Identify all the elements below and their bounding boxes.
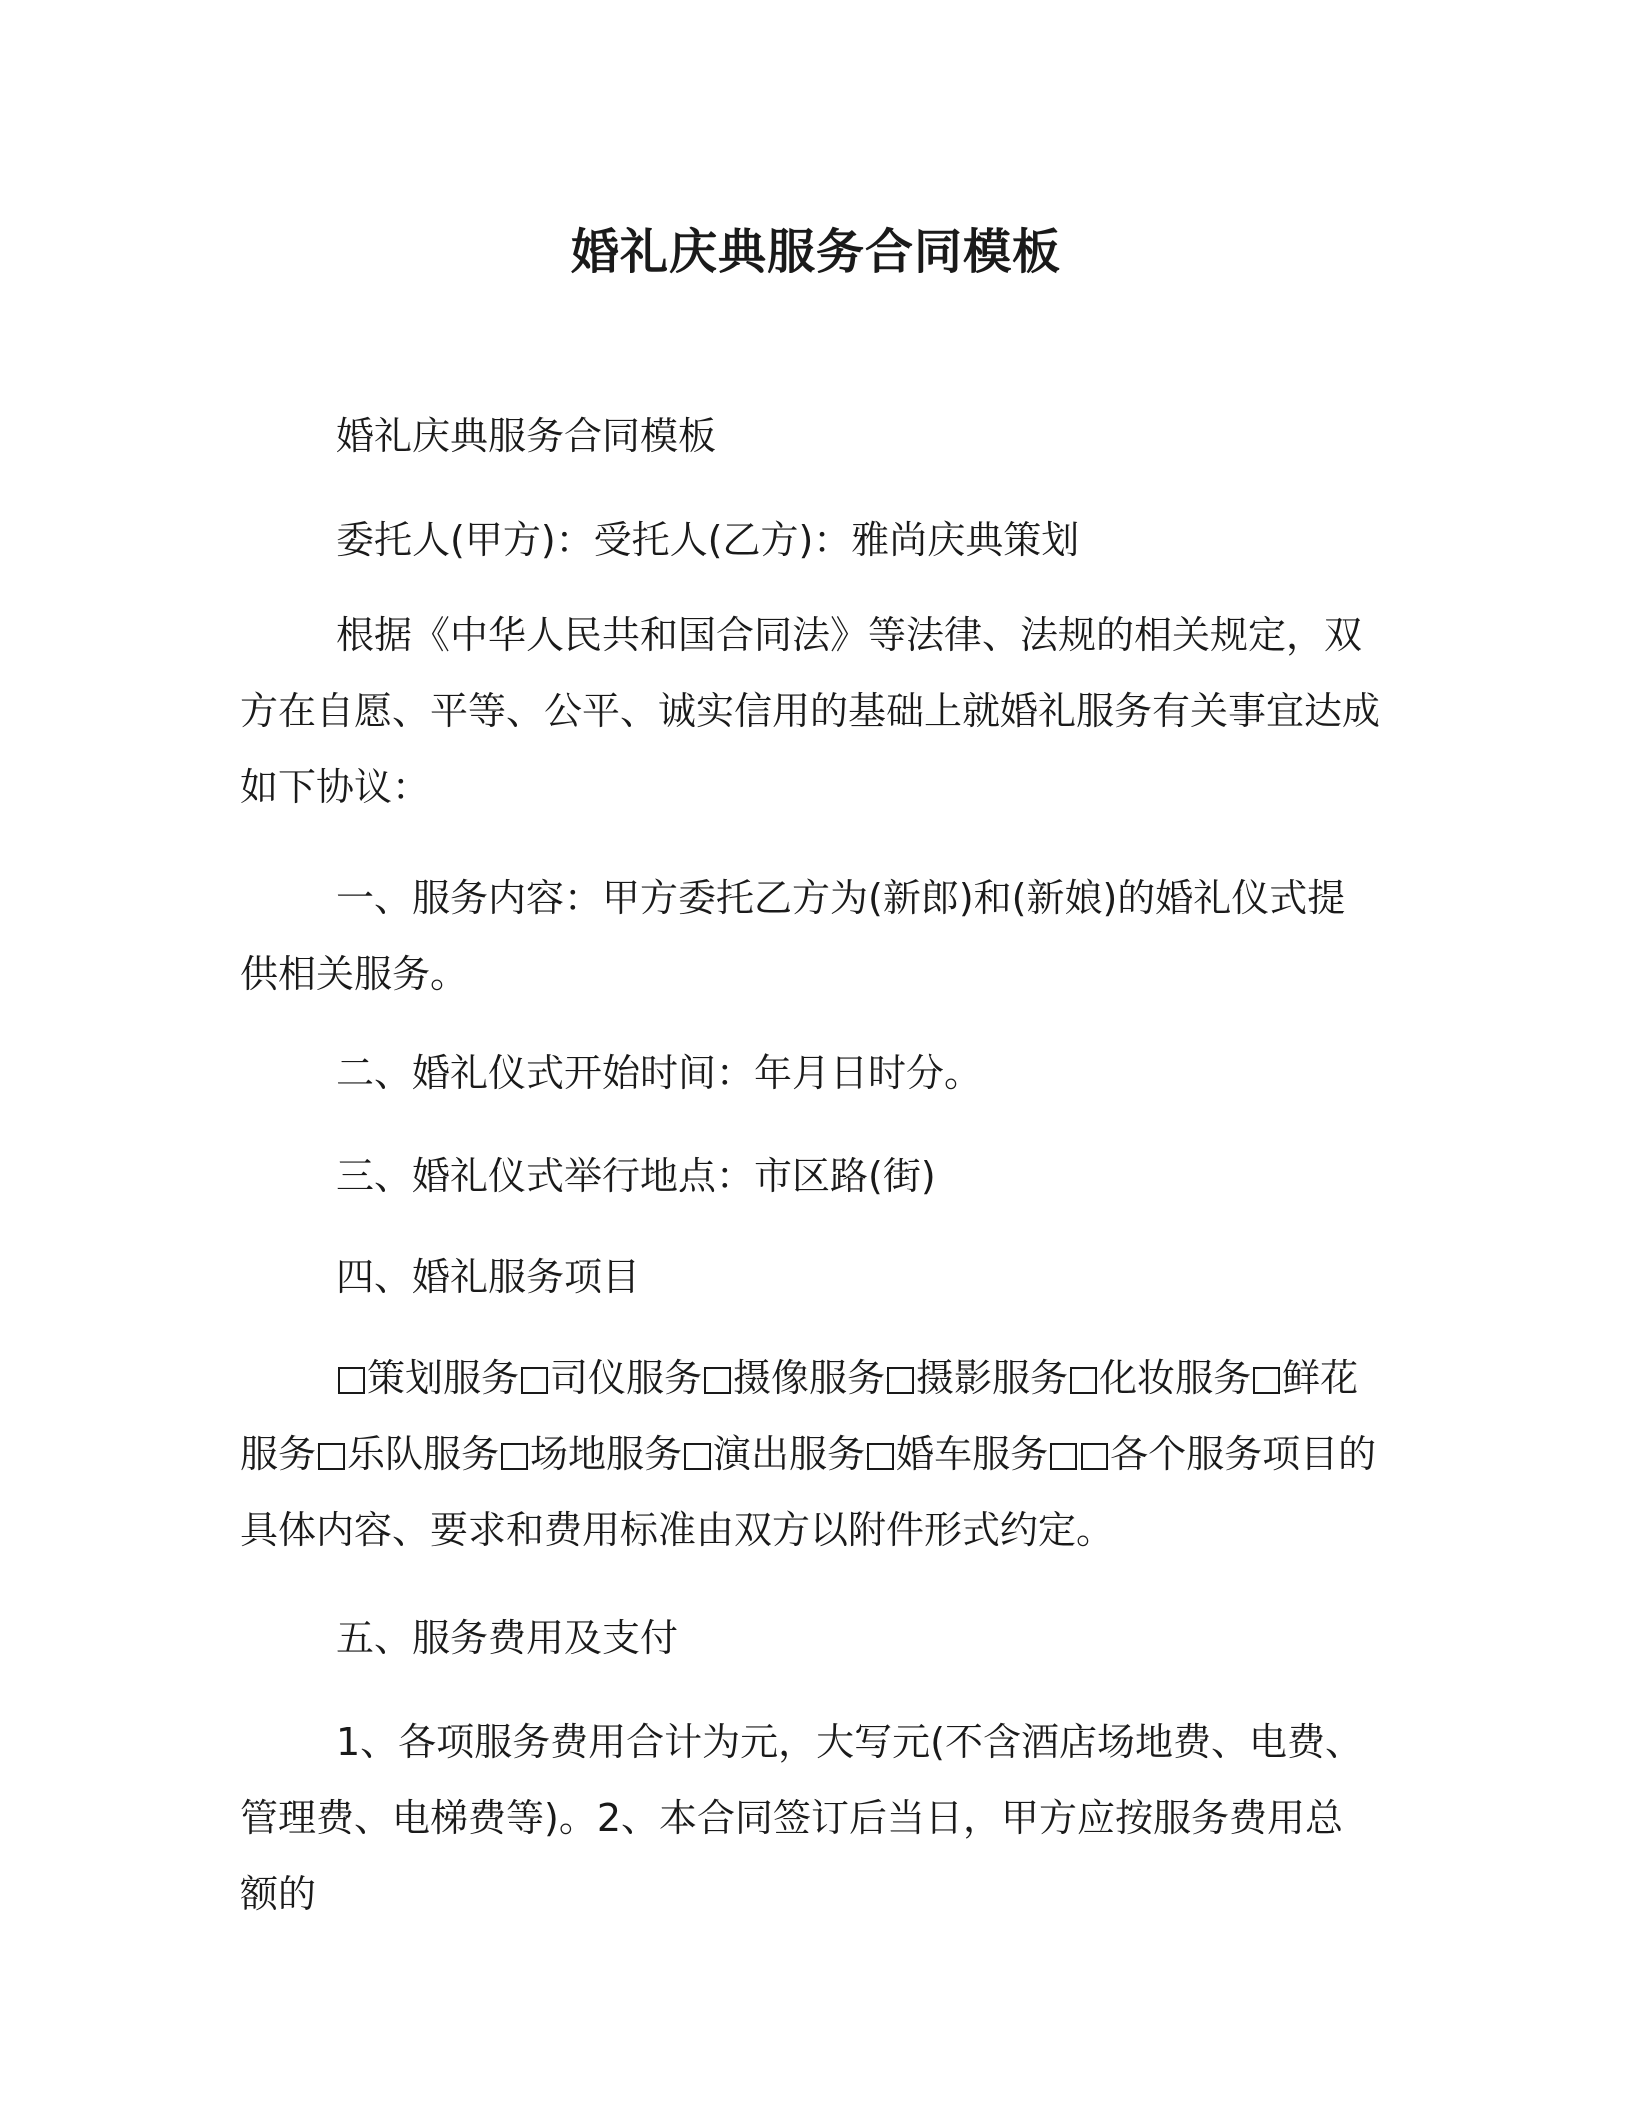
service-item: 演出服务 (682, 1432, 865, 1476)
service-item: 司仪服务 (519, 1356, 702, 1400)
clause-5-paragraph: 1、各项服务费用合计为元，大写元(不含酒店场地费、电费、管理费、电梯费等)。2、本合同签订后当日，甲方应按服务费用总额的 (240, 1720, 1364, 1916)
service-item: 乐队服务 (316, 1432, 499, 1476)
service-item: 摄影服务 (885, 1356, 1068, 1400)
checkbox-icon (887, 1367, 914, 1394)
service-items-paragraph (240, 1340, 1380, 1568)
checkbox-icon (1253, 1367, 1280, 1394)
checkbox-icon (1070, 1367, 1097, 1394)
service-item: 鲜花服务 (240, 1356, 1359, 1476)
clause-2-paragraph: 二、婚礼仪式开始时间：年月日时分。 (336, 1051, 983, 1095)
checkbox-icon (1081, 1443, 1108, 1470)
checkbox-icon (521, 1367, 548, 1394)
service-item: 婚车服务 (865, 1432, 1048, 1476)
clause-4-heading: 四、婚礼服务项目 (336, 1255, 641, 1299)
clause-1-paragraph: 一、服务内容：甲方委托乙方为(新郎)和(新娘)的婚礼仪式提供相关服务。 (240, 876, 1346, 996)
service-item: 摄像服务 (702, 1356, 885, 1400)
checkbox-icon (704, 1367, 731, 1394)
clause-5-heading: 五、服务费用及支付 (336, 1616, 679, 1660)
service-item: 化妆服务 (1068, 1356, 1251, 1400)
parties-line: 委托人(甲方)：受托人(乙方)：雅尚庆典策划 (336, 518, 1080, 562)
checkbox-icon (867, 1443, 894, 1470)
document-title: 婚礼庆典服务合同模板 (570, 224, 1061, 280)
checkbox-icon (684, 1443, 711, 1470)
service-item (1048, 1432, 1079, 1476)
service-items-note: 各个服务项目的具体内容、要求和费用标准由双方以附件形式约定。 (240, 1432, 1377, 1552)
clause-3-paragraph: 三、婚礼仪式举行地点：市区路(街) (336, 1154, 936, 1198)
checkbox-icon (318, 1443, 345, 1470)
checkbox-icon (338, 1367, 365, 1394)
preamble-paragraph: 根据《中华人民共和国合同法》等法律、法规的相关规定，双方在自愿、平等、公平、诚实信用的基础上就婚礼服务有关事宜达成如下协议： (240, 613, 1381, 809)
document-subtitle: 婚礼庆典服务合同模板 (336, 414, 717, 458)
service-item: 场地服务 (499, 1432, 682, 1476)
checkbox-icon (501, 1443, 528, 1470)
service-item: 策划服务 (336, 1356, 519, 1400)
checkbox-icon (1050, 1443, 1077, 1470)
